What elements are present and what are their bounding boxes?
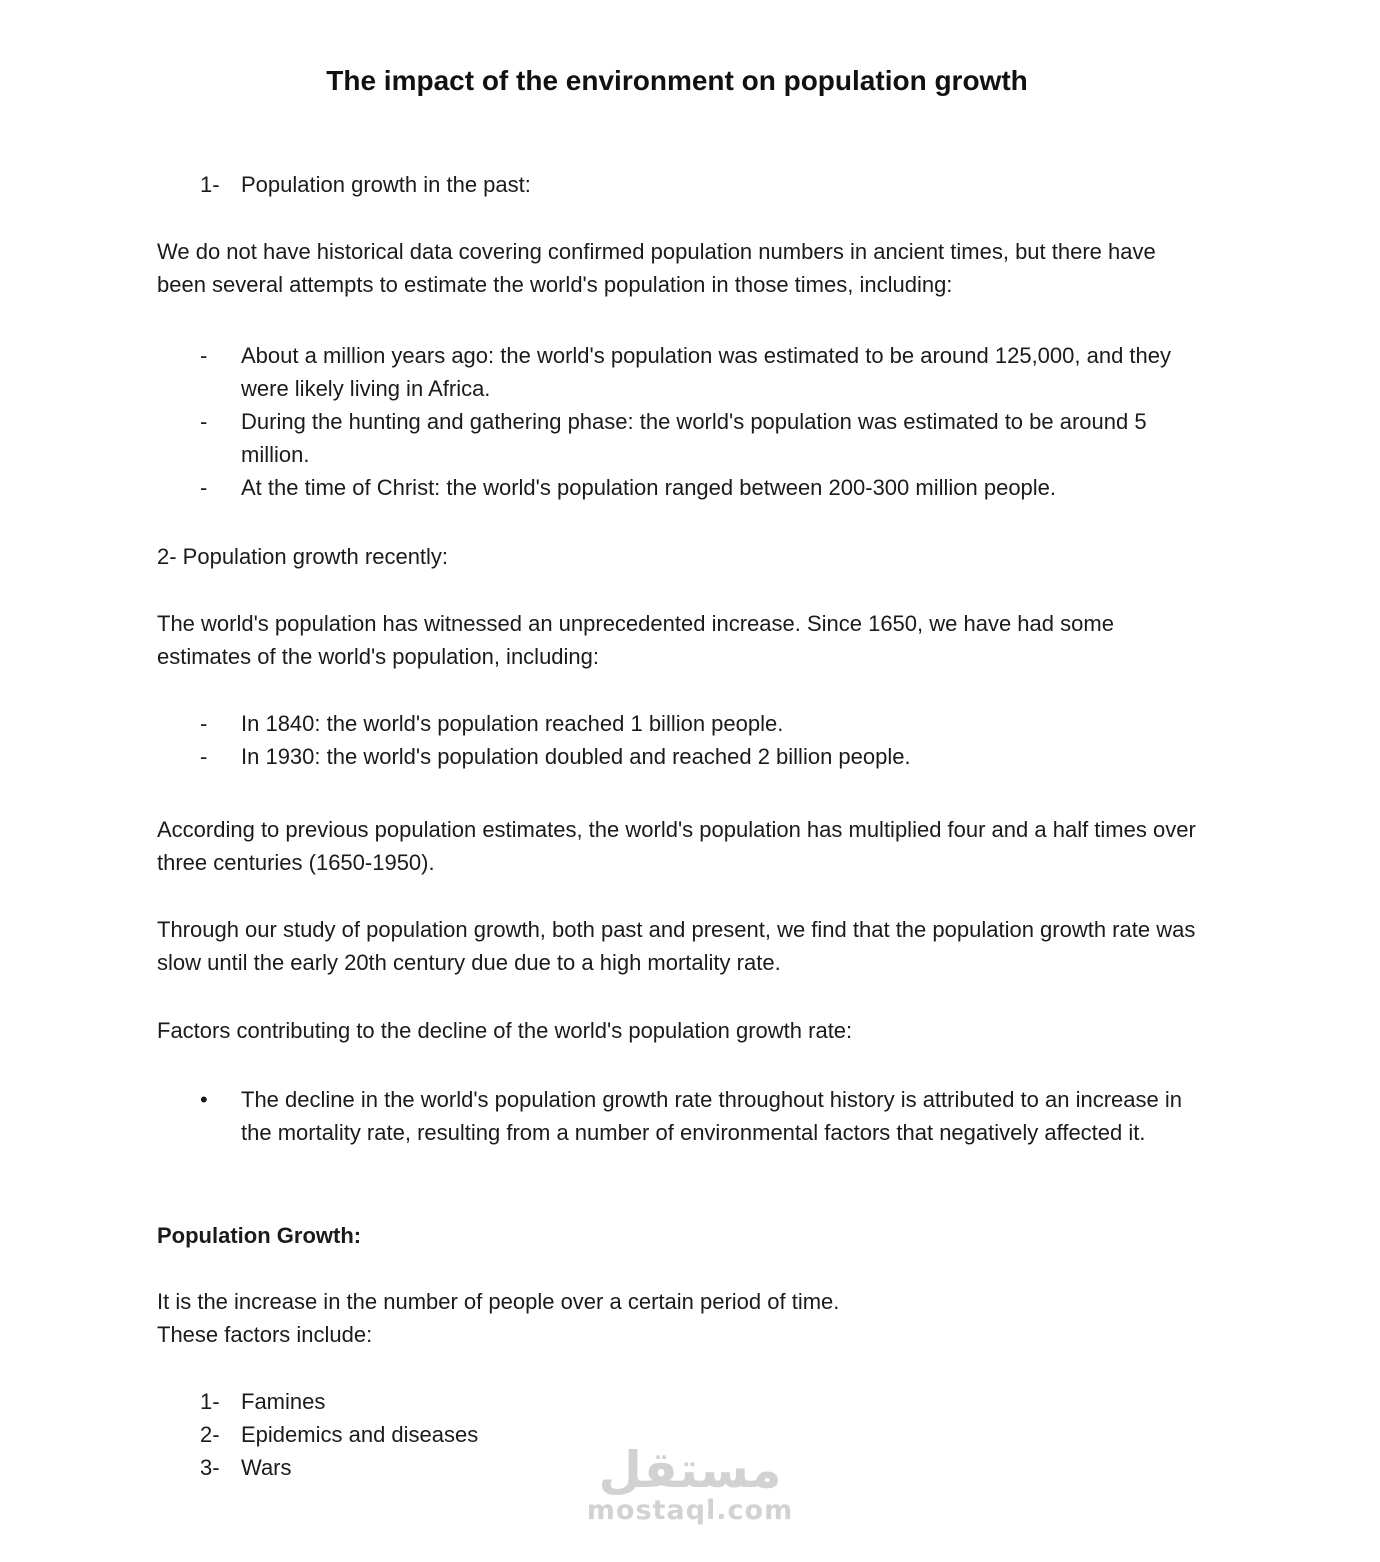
list-item-text: At the time of Christ: the world's population ranged between 200-300 million people. xyxy=(241,475,1057,500)
list-item xyxy=(157,707,1197,740)
list-item-text: Famines xyxy=(241,1389,326,1414)
numbered-list-factors xyxy=(157,1385,1197,1484)
dash-marker: - xyxy=(200,475,208,500)
definition-paragraph xyxy=(157,1285,1197,1351)
list-item xyxy=(157,1385,1197,1418)
list-item-text: About a million years ago: the world's population was estimated to be around 125,000, and they were likely living in Africa. xyxy=(241,343,1172,401)
dash-list-recent xyxy=(157,707,1197,773)
section-past-intro: We do not have historical data covering confirmed population numbers in ancient times, but there have been several attempts to estimate the world's population in those times, including: xyxy=(157,239,1156,297)
factors-heading: Factors contributing to the decline of the world's population growth rate: xyxy=(157,1018,853,1043)
dash-marker: - xyxy=(200,343,208,368)
list-item-text: The decline in the world's population growth rate throughout history is attributed to an increase in the mortality rate, resulting from a number of environmental factors that negatively affected it. xyxy=(241,1087,1182,1145)
document-title: The impact of the environment on population growth xyxy=(326,65,1028,96)
list-item xyxy=(157,471,1197,504)
section-recent-intro: The world's population has witnessed an unprecedented increase. Since 1650, we have had some estimates of the world's population, including: xyxy=(157,611,1114,669)
dash-list-past xyxy=(157,339,1197,504)
list-item xyxy=(157,1083,1197,1149)
section-past-heading-text: Population growth in the past: xyxy=(241,172,531,197)
list-item xyxy=(157,1418,1197,1451)
number-marker: 1- xyxy=(200,1389,220,1414)
dash-marker: - xyxy=(200,744,208,769)
dash-marker: - xyxy=(200,409,208,434)
list-item xyxy=(157,339,1197,405)
definition-line-2: These factors include: xyxy=(157,1322,373,1347)
bullet-marker: • xyxy=(200,1087,208,1112)
list-item-text: Epidemics and diseases xyxy=(241,1422,479,1447)
list-item xyxy=(157,740,1197,773)
definition-heading: Population Growth: xyxy=(157,1223,362,1248)
section-past-heading xyxy=(157,168,1197,201)
bullet-list-factors xyxy=(157,1083,1197,1149)
list-item-text: During the hunting and gathering phase: the world's population was estimated to be around 5 million. xyxy=(241,409,1147,467)
list-item-text: In 1930: the world's population doubled and reached 2 billion people. xyxy=(241,744,911,769)
section-recent-heading: 2- Population growth recently: xyxy=(157,544,449,569)
number-marker: 2- xyxy=(200,1422,220,1447)
mostaql-domain: mostaql.com xyxy=(586,1495,794,1526)
para-multiplied: According to previous population estimates, the world's population has multiplied four and a half times over three centuries (1650-1950). xyxy=(157,817,1196,875)
definition-line-1: It is the increase in the number of people over a certain period of time. xyxy=(157,1289,840,1314)
list-item-text: Wars xyxy=(241,1455,292,1480)
list-item xyxy=(157,1451,1197,1484)
list-item-text: In 1840: the world's population reached 1 billion people. xyxy=(241,711,784,736)
number-marker: 3- xyxy=(200,1455,220,1480)
section-past-number: 1- xyxy=(200,172,220,197)
mostaql-logo: مستقل xyxy=(598,1441,782,1499)
para-slow-growth: Through our study of population growth, both past and present, we find that the population growth rate was slow until the early 20th century due due to a high mortality rate. xyxy=(157,917,1196,975)
list-item xyxy=(157,405,1197,471)
dash-marker: - xyxy=(200,711,208,736)
